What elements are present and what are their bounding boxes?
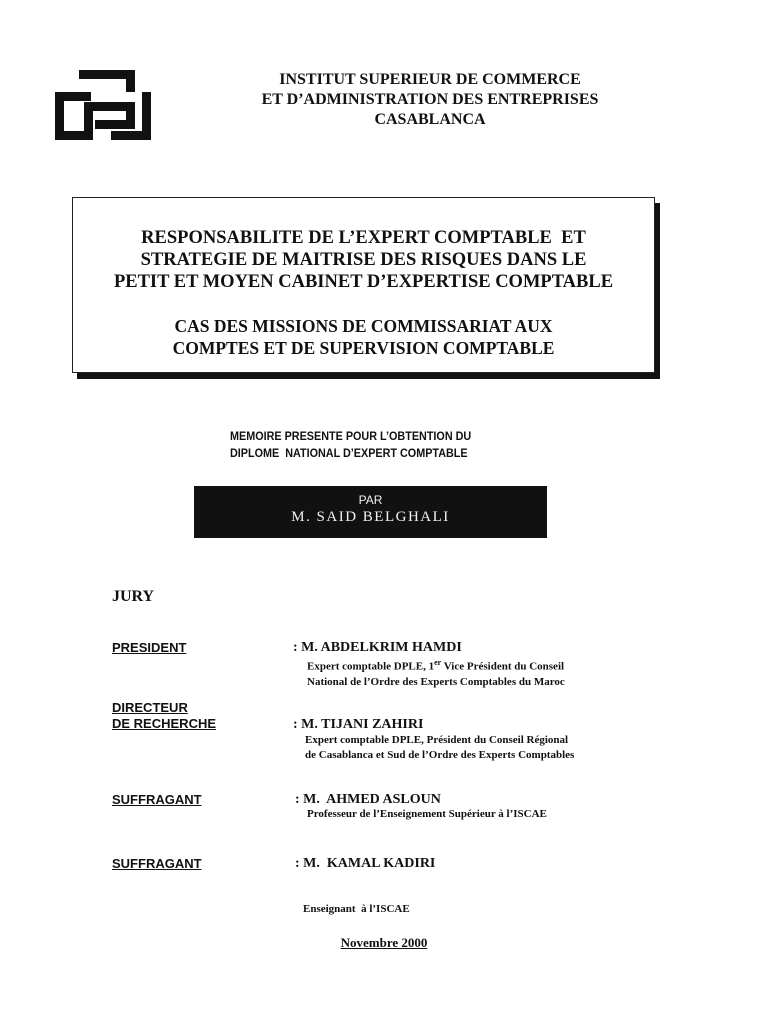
jury-role-suffragant: [112, 792, 202, 808]
institution-header: [200, 70, 660, 130]
title-line-1: RESPONSABILITE DE L’EXPERT COMPTABLE ET: [141, 228, 586, 248]
role-label-line-1: DIRECTEUR: [112, 700, 188, 715]
author-box: [194, 486, 547, 538]
description-line-1: Enseignant à l’ISCAE: [303, 903, 410, 915]
role-label: PRESIDENT: [112, 640, 187, 655]
jury-role-suffragant: [112, 856, 202, 872]
par-label: PAR: [358, 493, 383, 507]
role-label: SUFFRAGANT: [112, 792, 202, 807]
jury-member-description: [307, 655, 565, 690]
description-line-2: de Casablanca et Sud de l’Ordre des Experts Comptables: [305, 749, 575, 761]
subtitle-line-2: COMPTES ET DE SUPERVISION COMPTABLE: [172, 338, 555, 358]
title-line-3: PETIT ET MOYEN CABINET D’EXPERTISE COMPTABLE: [113, 272, 614, 292]
institution-line-2: ET D’ADMINISTRATION DES ENTREPRISES: [261, 91, 599, 108]
iscae-logo: [55, 70, 151, 140]
description-line-1: Professeur de l’Enseignement Supérieur à l’ISCAE: [307, 808, 547, 820]
role-label-line-2: DE RECHERCHE: [112, 716, 217, 731]
title-line-2: STRATEGIE DE MAITRISE DES RISQUES DANS LE: [140, 250, 587, 270]
institution-line-1: INSTITUT SUPERIEUR DE COMMERCE: [279, 71, 581, 88]
jury-member-name: : M. AHMED ASLOUN: [295, 792, 441, 807]
title-box: [72, 197, 655, 373]
institution-line-3: CASABLANCA: [374, 111, 486, 128]
jury-member-name: : M. TIJANI ZAHIRI: [293, 717, 424, 732]
jury-member-name: : M. ABDELKRIM HAMDI: [293, 640, 462, 655]
description-line-1: Expert comptable DPLE, 1er Vice Président du Conseil: [307, 658, 565, 673]
description-line-1: Expert comptable DPLE, Président du Conseil Régional: [305, 734, 569, 746]
memoire-line-2: DIPLOME NATIONAL D’EXPERT COMPTABLE: [230, 446, 468, 460]
subtitle-line-1: CAS DES MISSIONS DE COMMISSARIAT AUX: [174, 316, 553, 336]
jury-member-description: [303, 872, 410, 932]
thesis-title: [73, 227, 654, 293]
memoire-line-1: MEMOIRE PRESENTE POUR L’OBTENTION DU: [230, 429, 472, 443]
memoire-statement: [230, 428, 518, 462]
author-name: M. SAID BELGHALI: [291, 509, 450, 525]
jury-member-description: [307, 807, 547, 822]
jury-role-president: [112, 640, 186, 656]
jury-member-name: : M. KAMAL KADIRI: [295, 856, 436, 871]
role-label: SUFFRAGANT: [112, 856, 202, 871]
thesis-subtitle: [73, 315, 654, 359]
date: Novembre 2000: [340, 935, 428, 950]
description-line-2: National de l’Ordre des Experts Comptables du Maroc: [307, 675, 565, 688]
jury-member-description: [305, 733, 574, 763]
jury-heading: JURY: [112, 588, 155, 605]
jury-role-directeur: [112, 700, 216, 732]
